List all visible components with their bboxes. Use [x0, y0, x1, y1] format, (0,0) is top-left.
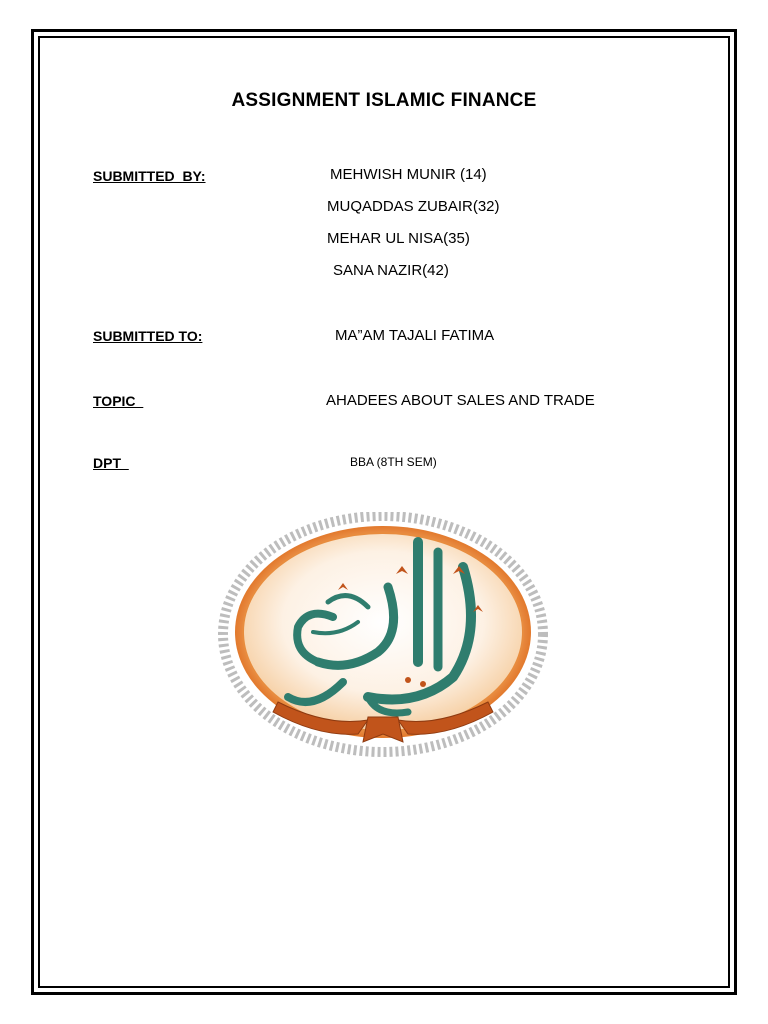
dpt-label: DPT — [93, 455, 129, 471]
submitted-by-name-2: MUQADDAS ZUBAIR(32) — [327, 198, 500, 215]
submitted-by-name-4: SANA NAZIR(42) — [333, 262, 449, 279]
topic-value: AHADEES ABOUT SALES AND TRADE — [326, 392, 595, 409]
dpt-value: BBA (8TH SEM) — [350, 455, 437, 469]
topic-label: TOPIC — [93, 393, 144, 409]
submitted-by-name-1: MEHWISH MUNIR (14) — [330, 166, 487, 183]
submitted-to-value: MA”AM TAJALI FATIMA — [335, 327, 495, 344]
document-title: ASSIGNMENT ISLAMIC FINANCE — [231, 90, 537, 111]
submitted-by-name-3: MEHAR UL NISA(35) — [327, 230, 470, 247]
submitted-to-label: SUBMITTED TO: — [93, 328, 203, 344]
submitted-by-label: SUBMITTED BY: — [93, 168, 206, 184]
hadith-calligraphy-emblem-icon — [218, 512, 548, 762]
